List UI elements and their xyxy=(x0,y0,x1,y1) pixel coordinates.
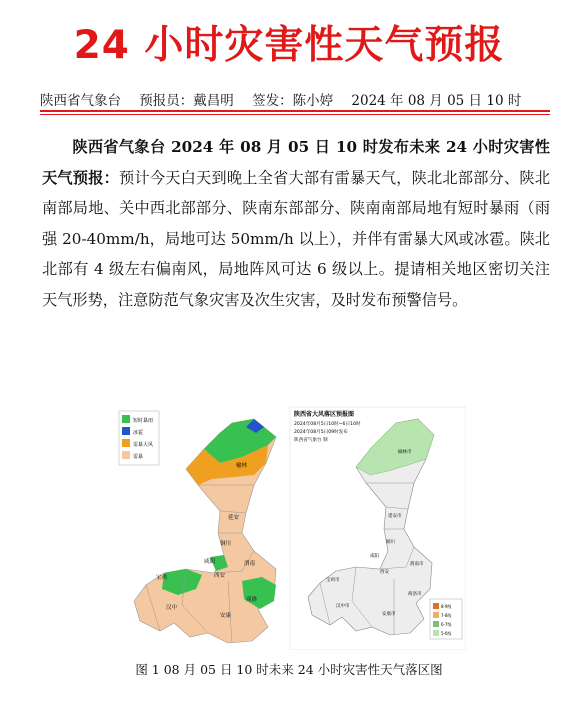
city-label: 榆林 xyxy=(236,463,248,469)
city-label: 渭南市 xyxy=(410,562,424,567)
forecast-text: 预计今天白天到晚上全省大部有雷暴天气，陕北北部部分、陕北南部局地、关中西北部部分、陕南东部部分、陕南南部局地有短时暴雨（雨强 20-40mm/h，局地可达 50mm/h 以上），并伴有雷暴大风或冰雹。陕北北部有 4 级左右偏南风，局地阵风可达 6 级以上。提请相关地区密切关注天气形势，注意防范气象灾害及次生灾害，及时发布预警信号。 xyxy=(42,168,551,309)
city-label: 西安 xyxy=(380,570,389,575)
legend-swatch-thunder xyxy=(122,451,130,459)
city-label: 商洛 xyxy=(246,597,258,603)
forecaster: 预报员：戴昌明 xyxy=(139,93,234,109)
city-label: 商洛市 xyxy=(408,592,422,597)
city-label: 安康市 xyxy=(382,612,396,617)
header-rule-thin xyxy=(40,114,550,115)
legend-label: 冰雹 xyxy=(133,430,144,436)
wind-map-issue-time: 2024年08月5日09时发布 xyxy=(294,430,348,435)
legend-swatch-6-7 xyxy=(433,621,439,627)
wind-map-valid-time: 2024年08月5日10时~6日10时 xyxy=(294,422,361,427)
city-label: 西安 xyxy=(214,573,226,579)
city-label: 铜川 xyxy=(220,541,232,547)
forecast-maps xyxy=(116,405,466,650)
issuer: 陕西省气象台 xyxy=(40,93,121,109)
hazard-map xyxy=(116,407,276,650)
legend-swatch-thunder-wind xyxy=(122,439,130,447)
city-label: 铜川 xyxy=(386,540,395,545)
issuance-info xyxy=(40,89,550,109)
city-label: 宝鸡市 xyxy=(326,578,340,583)
page-title: 24 小时灾害性天气预报 xyxy=(73,23,505,68)
legend-label: 短时暴雨 xyxy=(133,418,154,424)
legend-swatch-hail xyxy=(122,427,130,435)
signer: 签发：陈小婷 xyxy=(252,93,334,109)
legend-label: 雷暴大风 xyxy=(133,442,154,448)
city-label: 咸阳 xyxy=(204,559,216,565)
figure-caption: 图 1 08 月 05 日 10 时未来 24 小时灾害性天气落区图 xyxy=(135,662,443,677)
legend-label: 7-8级 xyxy=(441,613,452,618)
legend-swatch-8-9 xyxy=(433,603,439,609)
maps-figure xyxy=(116,405,466,650)
issue-datetime: 2024 年 08 月 05 日 10 时 xyxy=(351,93,522,109)
wind-map-title: 陕西省大风落区预报图 xyxy=(294,411,355,418)
legend-label: 8-9级 xyxy=(441,604,452,609)
header-rule xyxy=(40,110,550,112)
wind-map-producer: 陕西省气象台 制 xyxy=(294,438,328,443)
legend-label: 5-6级 xyxy=(441,631,452,636)
city-label: 宝鸡 xyxy=(156,575,168,581)
forecast-body xyxy=(42,132,550,316)
hazard-legend xyxy=(119,411,159,465)
legend-label: 6-7级 xyxy=(441,622,452,627)
forecast-lead: 陕西省气象台 2024 年 08 月 05 日 10 时发布未来 24 小时灾害性天气预报： xyxy=(42,138,550,187)
city-label: 汉中市 xyxy=(336,604,350,609)
city-label: 咸阳 xyxy=(370,554,379,559)
legend-swatch-7-8 xyxy=(433,612,439,618)
city-label: 渭南 xyxy=(244,561,256,567)
city-label: 榆林市 xyxy=(398,450,412,455)
legend-label: 雷暴 xyxy=(133,454,144,460)
legend-swatch-5-6 xyxy=(433,630,439,636)
city-label: 延安 xyxy=(228,515,240,521)
city-label: 安康 xyxy=(220,613,232,619)
city-label: 延安市 xyxy=(388,514,402,519)
city-label: 汉中 xyxy=(166,605,178,611)
legend-swatch-storm xyxy=(122,415,130,423)
wind-legend xyxy=(430,599,462,639)
wind-map xyxy=(290,407,466,650)
